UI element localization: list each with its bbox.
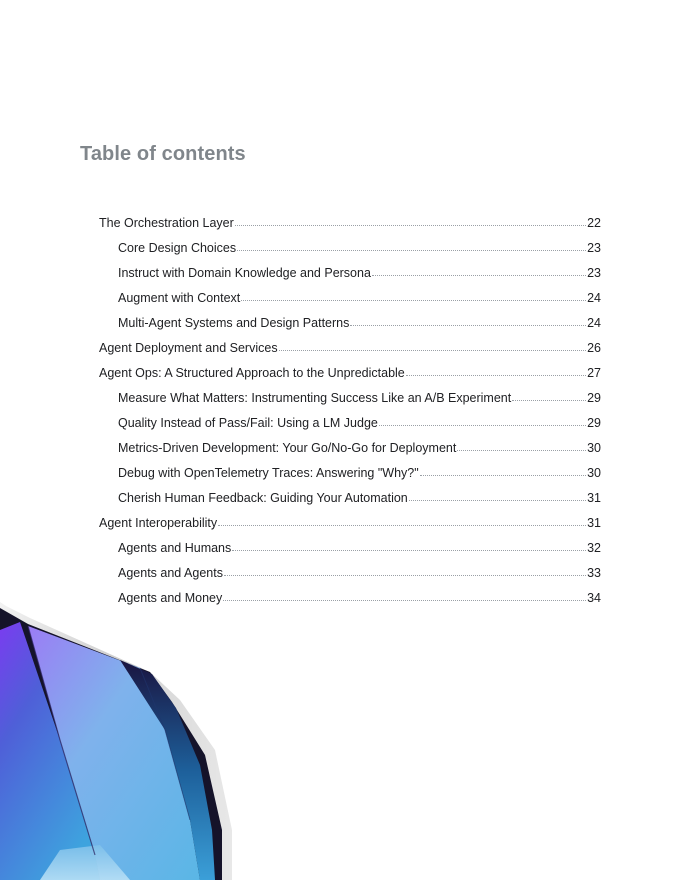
toc-entry-title: The Orchestration Layer xyxy=(99,216,234,230)
toc-entry-title: Multi-Agent Systems and Design Patterns xyxy=(118,316,350,330)
toc-page-number: 34 xyxy=(587,591,601,605)
toc-entry-title: Agents and Agents xyxy=(118,566,223,580)
toc-entry-title: Measure What Matters: Instrumenting Success Like an A/B Experiment xyxy=(118,391,512,405)
toc-entry[interactable] xyxy=(99,566,601,591)
toc-entry[interactable] xyxy=(99,466,601,491)
dot-leader xyxy=(223,600,586,601)
dot-leader xyxy=(218,525,586,526)
toc-entry-title: Agents and Money xyxy=(118,591,223,605)
toc-page-number: 29 xyxy=(587,391,601,405)
dot-leader xyxy=(512,400,586,401)
toc-page-number: 31 xyxy=(587,491,601,505)
toc-entry-title: Augment with Context xyxy=(118,291,241,305)
toc-entry-title: Agent Interoperability xyxy=(99,516,218,530)
toc-entry[interactable] xyxy=(99,516,601,541)
dot-leader xyxy=(372,275,586,276)
toc-entry-title: Cherish Human Feedback: Guiding Your Automation xyxy=(118,491,408,505)
dot-leader xyxy=(241,300,586,301)
dot-leader xyxy=(457,450,586,451)
toc-page-number: 27 xyxy=(587,366,601,380)
dot-leader xyxy=(409,500,586,501)
toc-entry[interactable] xyxy=(99,441,601,466)
toc-page-number: 23 xyxy=(587,266,601,280)
dot-leader xyxy=(237,250,586,251)
toc-entry[interactable] xyxy=(99,291,601,316)
toc-page-number: 24 xyxy=(587,291,601,305)
toc-entry[interactable] xyxy=(99,241,601,266)
toc-entry-title: Agents and Humans xyxy=(118,541,232,555)
page-title: Table of contents xyxy=(80,143,246,165)
toc-entry[interactable] xyxy=(99,491,601,516)
dot-leader xyxy=(232,550,586,551)
dot-leader xyxy=(235,225,586,226)
toc-page-number: 29 xyxy=(587,416,601,430)
dot-leader xyxy=(406,375,586,376)
toc-entry[interactable] xyxy=(99,366,601,391)
toc-entry[interactable] xyxy=(99,416,601,441)
toc-entry-title: Quality Instead of Pass/Fail: Using a LM Judge xyxy=(118,416,378,430)
toc-page-number: 32 xyxy=(587,541,601,555)
toc-entry-title: Agent Ops: A Structured Approach to the Unpredictable xyxy=(99,366,405,380)
toc-entry-title: Metrics-Driven Development: Your Go/No-Go for Deployment xyxy=(118,441,457,455)
toc-entry[interactable] xyxy=(99,391,601,416)
dot-leader xyxy=(279,350,587,351)
table-of-contents xyxy=(99,216,601,616)
toc-entry-title: Instruct with Domain Knowledge and Persona xyxy=(118,266,371,280)
toc-page-number: 30 xyxy=(587,466,601,480)
toc-page-number: 22 xyxy=(587,216,601,230)
crystal-gem-graphic xyxy=(0,590,240,880)
toc-page-number: 24 xyxy=(587,316,601,330)
toc-entry[interactable] xyxy=(99,541,601,566)
toc-entry[interactable] xyxy=(99,266,601,291)
toc-page-number: 30 xyxy=(587,441,601,455)
toc-page-number: 26 xyxy=(587,341,601,355)
toc-entry[interactable] xyxy=(99,316,601,341)
toc-entry[interactable] xyxy=(99,341,601,366)
dot-leader xyxy=(350,325,586,326)
dot-leader xyxy=(420,475,586,476)
dot-leader xyxy=(379,425,586,426)
toc-entry-title: Agent Deployment and Services xyxy=(99,341,278,355)
toc-page-number: 23 xyxy=(587,241,601,255)
dot-leader xyxy=(224,575,586,576)
toc-page-number: 33 xyxy=(587,566,601,580)
toc-page-number: 31 xyxy=(587,516,601,530)
toc-entry-title: Debug with OpenTelemetry Traces: Answering "Why?" xyxy=(118,466,419,480)
toc-entry[interactable] xyxy=(99,216,601,241)
toc-entry-title: Core Design Choices xyxy=(118,241,237,255)
